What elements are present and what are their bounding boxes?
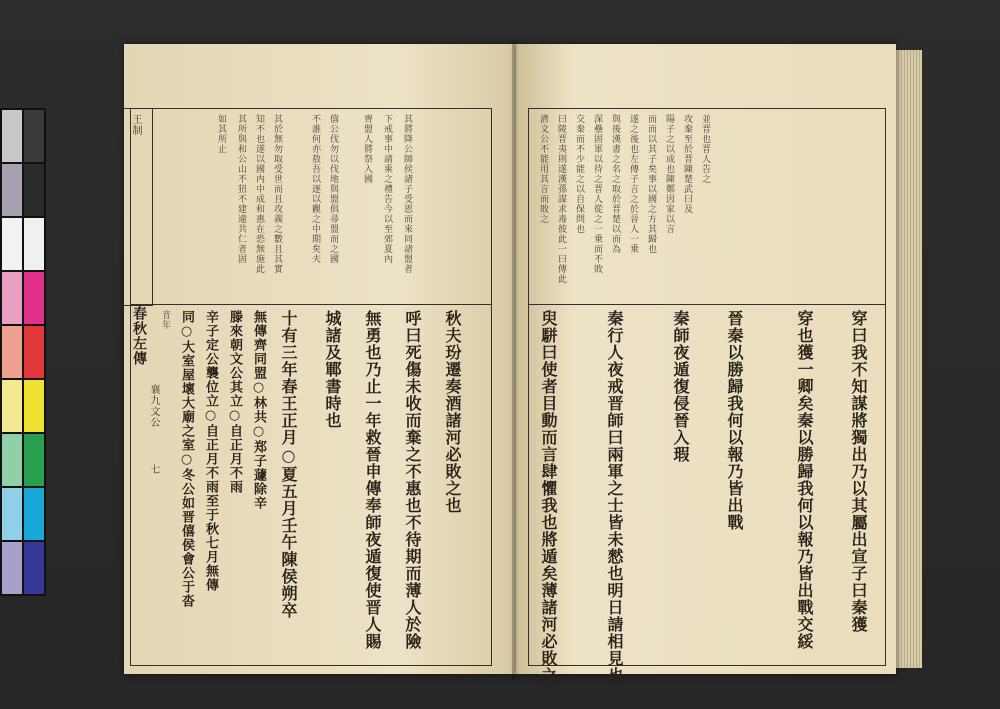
main-text-column: 臾駢曰使者目動而言肆懼我也將遁矣薄諸河必敗之 bbox=[539, 310, 558, 684]
commentary-column: 攻秦至於晋陳楚武曰及 bbox=[682, 114, 692, 214]
commentary-column: 與後漢書之名之取於晋楚以而為 bbox=[610, 114, 620, 254]
color-patch bbox=[24, 542, 44, 594]
book-gutter bbox=[512, 40, 524, 680]
commentary-column: 陽子之以成也陳鄭因家以言 bbox=[664, 114, 674, 234]
color-patch bbox=[24, 380, 44, 432]
commentary-column: 知不也遂以國内中成和惠在恐無施此 bbox=[254, 114, 264, 274]
commentary-column: 而而以其子矣事以國之方其歸也 bbox=[646, 114, 656, 254]
main-text-column: 滕來朝文公其立○自正月不雨 bbox=[227, 310, 242, 494]
commentary-column: 並晋也晋人告之 bbox=[700, 114, 710, 184]
main-text-column: 無勇也乃止一年救晉申傳奉師夜遁復使晋人賜 bbox=[363, 310, 382, 650]
color-patch bbox=[2, 326, 22, 378]
main-text-column: 辛子定公襲位立○自正月不雨至于秋七月無傳 bbox=[203, 310, 218, 592]
color-patch bbox=[24, 272, 44, 324]
main-text-column: 呼曰死傷未收而棄之不惠也不待期而薄人於險 bbox=[403, 310, 422, 650]
color-patch bbox=[2, 110, 22, 162]
main-text-column: 晉秦以勝歸我何以報乃皆出戰 bbox=[725, 310, 744, 531]
commentary-column: 交秦而不少能之以自保問也 bbox=[574, 114, 584, 234]
book-title: 春秋左傳 bbox=[131, 306, 147, 366]
main-text-column: 十有三年春王正月○夏五月壬午陳侯朔卒 bbox=[279, 310, 298, 619]
color-patch bbox=[24, 326, 44, 378]
main-text-column: 穿曰我不知謀將獨出乃以其屬出宣子曰秦獲 bbox=[849, 310, 868, 633]
main-text-column: 城諸及鄆書時也 bbox=[323, 310, 342, 429]
commentary-column: 齊盟人將祭入國 bbox=[362, 114, 372, 184]
page-number: 七 bbox=[148, 464, 159, 475]
color-patch bbox=[24, 218, 44, 270]
page-edges bbox=[896, 50, 922, 668]
commentary-column: 遂之後也左傳子言之於晉人一乗 bbox=[628, 114, 638, 254]
main-text-column: 秋夫玢遷奏酒諸河必敗之也 bbox=[443, 310, 462, 514]
main-text-column: 秦師夜遁復侵晉入瑕 bbox=[671, 310, 690, 463]
color-patch bbox=[2, 272, 22, 324]
main-text-column: 無傳齊同盟○林共○郑子蘧除辛 bbox=[251, 310, 266, 510]
main-text-column: 同○大室屋壞大廟之室○冬公如晋僖侯會公于沓 bbox=[179, 310, 194, 608]
commentary-column: 濟文公不能用其言而敗之 bbox=[538, 114, 548, 224]
page-header: 王制 bbox=[130, 114, 141, 136]
color-patch bbox=[2, 542, 22, 594]
main-text-column: 秦行人夜戒晋師曰兩軍之士皆未憖也明日請相見也 bbox=[605, 310, 624, 684]
color-patch bbox=[24, 434, 44, 486]
left-page bbox=[124, 44, 516, 674]
commentary-column: 僖公伐勿以伐地與盟俱尋盟而之國 bbox=[328, 114, 338, 264]
color-checker-strip bbox=[0, 108, 46, 596]
commentary-column: 曰陵晋夷則遂漢孫謀求毒彼此一曰傳此 bbox=[556, 114, 566, 284]
color-patch bbox=[2, 380, 22, 432]
color-patch bbox=[24, 164, 44, 216]
color-patch bbox=[24, 110, 44, 162]
color-patch bbox=[2, 434, 22, 486]
commentary-column: 不誰何亦敖吾以逐以觀之中期矣夫 bbox=[310, 114, 320, 264]
main-text-column: 音年 bbox=[160, 310, 170, 330]
section-divider bbox=[528, 304, 886, 305]
commentary-column: 下戒事中請乘之禮告今以至郊夏內 bbox=[382, 114, 392, 264]
commentary-column: 其所與和公山不狃不建違共仁者固 bbox=[236, 114, 246, 264]
color-patch bbox=[24, 488, 44, 540]
open-book bbox=[120, 40, 920, 684]
commentary-column: 其將降公師侯諸子受恩而來同諸盟者 bbox=[402, 114, 412, 274]
right-page bbox=[516, 44, 896, 684]
color-patch bbox=[2, 164, 22, 216]
commentary-column: 深壘固軍以待之晋人從之一乗而不敗 bbox=[592, 114, 602, 274]
commentary-column: 如其所止 bbox=[216, 114, 226, 154]
section-divider bbox=[130, 304, 492, 305]
main-text-column: 穿也獲一卿矣秦以勝歸我何以報乃皆出戰交綏 bbox=[795, 310, 814, 650]
chapter-label: 襄九文公 bbox=[148, 384, 159, 428]
color-patch bbox=[2, 488, 22, 540]
commentary-column: 其於無勿取受世而且攻義之數且其實 bbox=[272, 114, 282, 274]
color-patch bbox=[2, 218, 22, 270]
